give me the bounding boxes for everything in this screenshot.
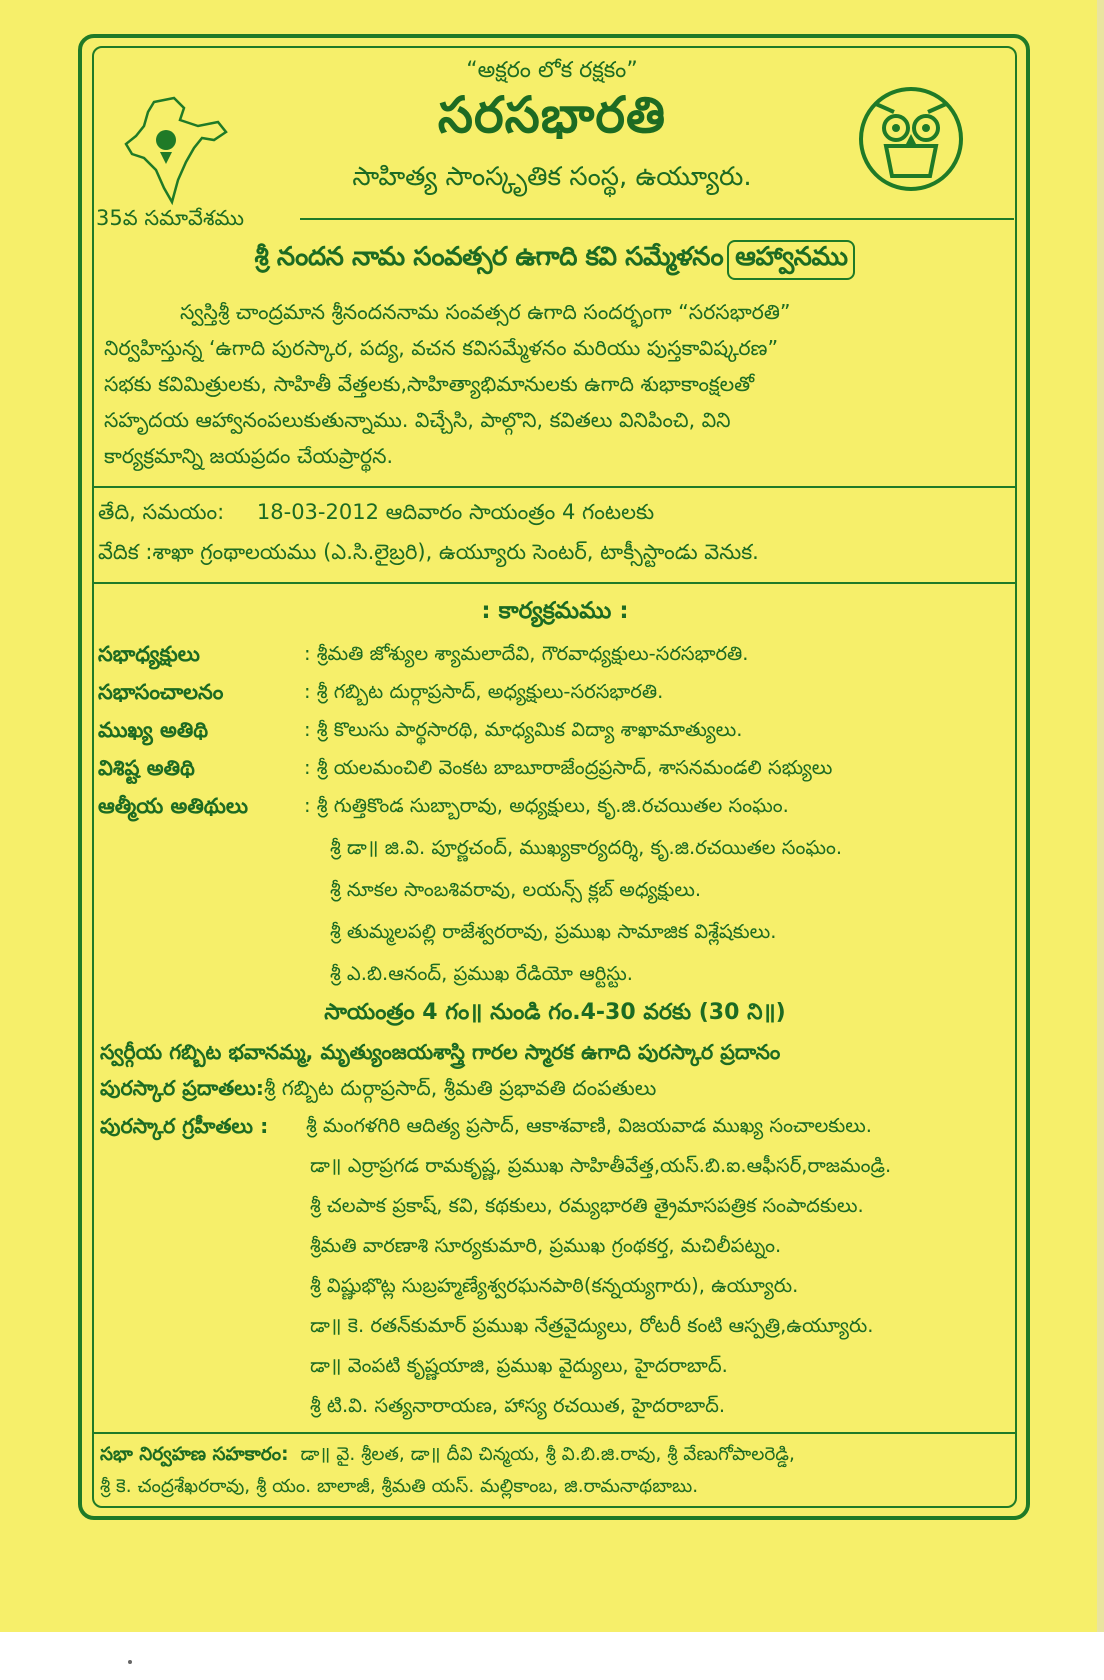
recipient-line: శ్రీ చలపాక ప్రకాష్, కవి, కథకులు, రమ్యభారతి త్రైమాసపత్రిక సంపాదకులు. bbox=[310, 1194, 864, 1217]
program-label: ముఖ్య అతిథి bbox=[98, 718, 209, 742]
divider-1 bbox=[92, 486, 1017, 488]
meeting-rule bbox=[300, 218, 1014, 220]
program-value: : శ్రీ యలమంచిలి వెంకట బాబూరాజేంద్రప్రసాద్, శాసనమండలి సభ్యులు bbox=[304, 756, 833, 779]
program-label: సభాసంచాలనం bbox=[98, 680, 224, 704]
guest-line: శ్రీ డా॥ జి.వి. పూర్ణచంద్, ముఖ్యకార్యదర్శి, కృ.జి.రచయితల సంఘం. bbox=[330, 836, 843, 859]
program-heading: : కార్యక్రమము : bbox=[481, 598, 629, 624]
recipient-line: శ్రీ టి.వి. సత్యనారాయణ, హాస్య రచయిత, హైదరాబాద్. bbox=[310, 1394, 726, 1417]
motto: “అక్షరం లోక రక్షకం” bbox=[466, 58, 638, 83]
divider-3 bbox=[92, 1432, 1017, 1434]
program-value: : శ్రీ గబ్బిట దుర్గాప్రసాద్, అధ్యక్షులు-సరసభారతి. bbox=[304, 680, 664, 703]
footer-line-2: శ్రీ కె. చంద్రశేఖరరావు, శ్రీ యం. బాలాజీ, శ్రీమతి యస్. మల్లికాంబ, జి.రామనాథబాబు. bbox=[100, 1476, 699, 1497]
org-title: సరసభారతి bbox=[437, 86, 667, 144]
donors-label: పురస్కార ప్రదాతలు: bbox=[100, 1076, 264, 1100]
paper-edge bbox=[1097, 0, 1104, 1632]
event-headline bbox=[96, 240, 1014, 280]
invitation-line-1: స్వస్తిశ్రీ చాంద్రమాన శ్రీనందననామ సంవత్సర ఉగాది సందర్భంగా “సరసభారతి” bbox=[180, 300, 791, 324]
venue-value: శాఖా గ్రంథాలయము (ఎ.సి.లైబ్రరి), ఉయ్యూరు సెంటర్, టాక్సీస్టాండు వెనుక. bbox=[152, 540, 759, 564]
donors-value: శ్రీ గబ్బిట దుర్గాప్రసాద్, శ్రీమతి ప్రభావతి దంపతులు bbox=[263, 1076, 657, 1100]
guest-line: శ్రీ ఎ.బి.ఆనంద్, ప్రముఖ రేడియో ఆర్టిస్టు. bbox=[330, 962, 633, 985]
meeting-number: 35వ సమావేశము bbox=[96, 206, 244, 230]
award-description: స్వర్గీయ గబ్బిట భవానమ్మ, మృత్యుంజయశాస్త్రి గారల స్మారక ఉగాది పురస్కార ప్రదానం bbox=[100, 1040, 781, 1064]
invitation-line-4: సహృదయ ఆహ్వానంపలుకుతున్నాము. విచ్చేసి, పాల్గొని, కవితలు వినిపించి, విని bbox=[104, 408, 731, 432]
program-value: : శ్రీ కొలుసు పార్థసారథి, మాధ్యమిక విద్యా శాఖామాత్యులు. bbox=[304, 718, 743, 741]
divider-2 bbox=[92, 582, 1017, 584]
footer-row-1 bbox=[100, 1444, 795, 1469]
recipient-line: శ్రీమతి వారణాశి సూర్యకుమారి, ప్రముఖ గ్రంథకర్త, మచిలీపట్నం. bbox=[310, 1234, 782, 1257]
recipient-line: డా॥ కె. రతన్‌కుమార్ ప్రముఖ నేత్రవైద్యులు, రోటరీ కంటి ఆస్పత్రి,ఉయ్యూరు. bbox=[310, 1314, 874, 1337]
program-label: సభాధ్యక్షులు bbox=[98, 642, 200, 666]
headline-text: శ్రీ నందన నామ సంవత్సర ఉగాది కవి సమ్మేళనం bbox=[254, 242, 724, 272]
stray-mark bbox=[128, 1660, 132, 1664]
award-time: సాయంత్రం 4 గం॥ నుండి గం.4-30 వరకు (30 ని॥) bbox=[324, 1000, 786, 1025]
invitation-badge: ఆహ్వానము bbox=[727, 240, 855, 280]
venue-label: వేదిక : bbox=[98, 540, 153, 564]
footer-line-1: డా॥ వై. శ్రీలత, డా॥ దీవి చిన్మయ, శ్రీ వి.బి.జి.రావు, శ్రీ వేణుగోపాలరెడ్డి, bbox=[300, 1444, 795, 1465]
footer-label: సభా నిర్వహణ సహకారం: bbox=[100, 1444, 289, 1465]
date-row bbox=[98, 500, 654, 530]
recipient-line: డా॥ వెంపటి కృష్ణయాజి, ప్రముఖ వైద్యులు, హైదరాబాద్. bbox=[310, 1354, 728, 1377]
program-value: : శ్రీ గుత్తికొండ సుబ్బారావు, అధ్యక్షులు, కృ.జి.రచయితల సంఘం. bbox=[304, 794, 789, 817]
recipient-line: డా॥ ఎర్రాప్రగడ రామకృష్ణ, ప్రముఖ సాహితీవేత్త,యస్.బి.ఐ.ఆఫీసర్,రాజమండ్రి. bbox=[310, 1154, 892, 1177]
recipient-line: శ్రీ విష్ణుభొట్ల సుబ్రహ్మణ్యేశ్వరఘనపాఠి(కన్నయ్యగారు), ఉయ్యూరు. bbox=[310, 1274, 799, 1297]
guest-line: శ్రీ తుమ్మలపల్లి రాజేశ్వరరావు, ప్రముఖ సామాజిక విశ్లేషకులు. bbox=[330, 920, 777, 943]
date-label: తేది, సమయం: bbox=[98, 500, 225, 524]
program-value: : శ్రీమతి జోశ్యుల శ్యామలాదేవి, గౌరవాధ్యక్షులు-సరసభారతి. bbox=[304, 642, 749, 665]
date-value: 18-03-2012 ఆదివారం సాయంత్రం 4 గంటలకు bbox=[256, 500, 655, 524]
venue-row bbox=[98, 540, 759, 570]
invitation-line-3: సభకు కవిమిత్రులకు, సాహితీ వేత్తలకు,సాహిత్యాభిమానులకు ఉగాది శుభాకాంక్షలతో bbox=[104, 372, 755, 396]
award-donors-row bbox=[100, 1076, 656, 1105]
org-subtitle: సాహిత్య సాంస్కృతిక సంస్థ, ఉయ్యూరు. bbox=[352, 162, 752, 192]
invitation-line-5: కార్యక్రమాన్ని జయప్రదం చేయప్రార్థన. bbox=[104, 444, 394, 468]
invitation-line-2: నిర్వహిస్తున్న ‘ఉగాది పురస్కార, పద్య, వచన కవిసమ్మేళనం మరియు పుస్తకావిష్కరణ” bbox=[104, 336, 779, 360]
guest-line: శ్రీ నూకల సాంబశివరావు, లయన్స్ క్లబ్ అధ్యక్షులు. bbox=[330, 878, 702, 901]
program-label: ఆత్మీయ అతిథులు bbox=[98, 794, 248, 818]
recipients-label: పురస్కార గ్రహీతలు : bbox=[100, 1114, 269, 1138]
recipient-line: శ్రీ మంగళగిరి ఆదిత్య ప్రసాద్, ఆకాశవాణి, విజయవాడ ముఖ్య సంచాలకులు. bbox=[306, 1114, 873, 1137]
program-label: విశిష్ట అతిథి bbox=[98, 756, 195, 780]
